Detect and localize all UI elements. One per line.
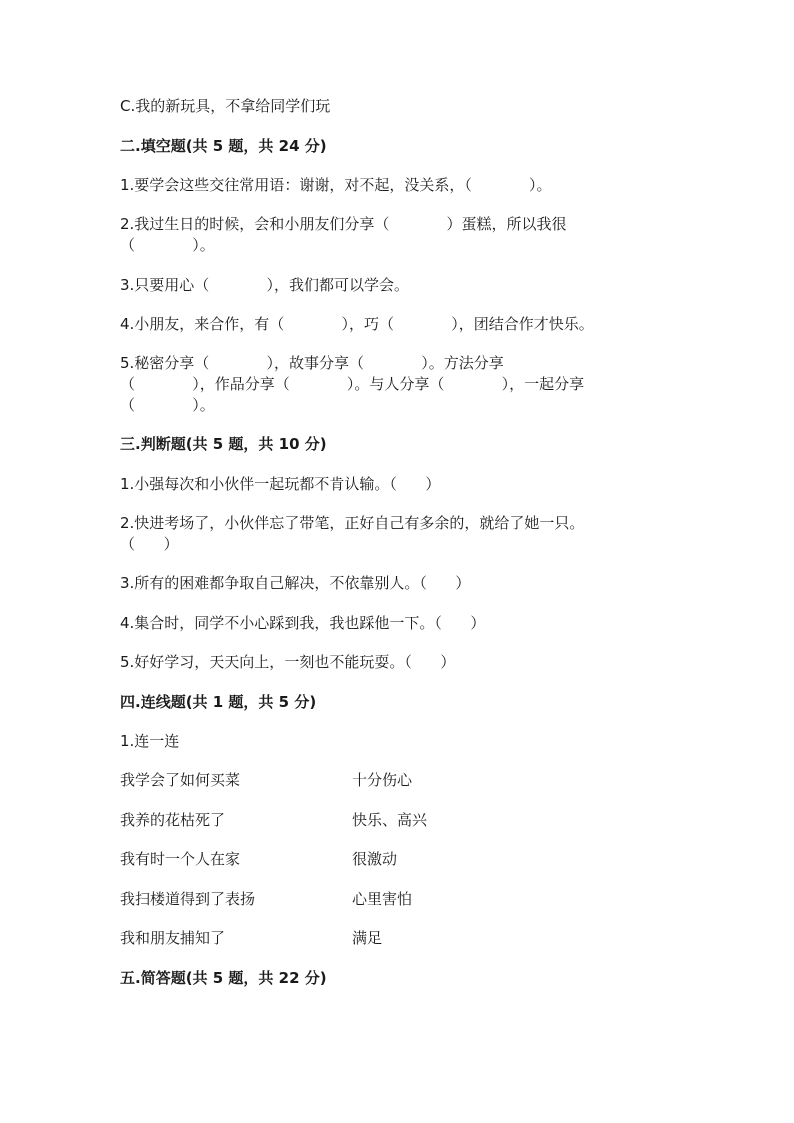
matching-right-item: 满足 — [352, 929, 383, 947]
fill-blank-q2-line1: 2.我过生日的时候，会和小朋友们分享（ ）蛋糕，所以我很 — [120, 215, 567, 233]
fill-blank-q2-line2: （ ）。 — [120, 236, 215, 254]
matching-right-item: 十分伤心 — [352, 771, 413, 789]
short-answer-heading: 五.简答题(共 5 题，共 22 分) — [120, 969, 327, 987]
matching-right-item: 快乐、高兴 — [352, 811, 428, 829]
matching-left-item: 我养的花枯死了 — [120, 811, 226, 829]
choice-option-c: C.我的新玩具，不拿给同学们玩 — [120, 97, 331, 115]
fill-blank-heading: 二.填空题(共 5 题，共 24 分) — [120, 137, 327, 155]
fill-blank-q4: 4.小朋友，来合作，有（ ），巧（ ），团结合作才快乐。 — [120, 315, 594, 333]
judgment-q1: 1.小强每次和小伙伴一起玩都不肯认输。（ ） — [120, 475, 441, 493]
judgment-q2-line2: （ ） — [120, 535, 179, 553]
fill-blank-q3: 3.只要用心（ ），我们都可以学会。 — [120, 276, 410, 294]
matching-left-item: 我学会了如何买菜 — [120, 771, 241, 789]
fill-blank-q5-line2: （ ），作品分享（ ）。与人分享（ ），一起分享 — [120, 375, 585, 393]
fill-blank-q5-line3: （ ）。 — [120, 396, 215, 414]
matching-left-item: 我和朋友捕知了 — [120, 929, 226, 947]
judgment-heading: 三.判断题(共 5 题，共 10 分) — [120, 435, 327, 453]
matching-q1: 1.连一连 — [120, 732, 180, 750]
fill-blank-q5-line1: 5.秘密分享（ ），故事分享（ ）。方法分享 — [120, 354, 504, 372]
matching-right-item: 心里害怕 — [352, 890, 413, 908]
judgment-q4: 4.集合时，同学不小心踩到我，我也踩他一下。（ ） — [120, 614, 486, 632]
matching-right-item: 很激动 — [352, 850, 398, 868]
matching-left-item: 我有时一个人在家 — [120, 850, 241, 868]
judgment-q5: 5.好好学习，天天向上，一刻也不能玩耍。（ ） — [120, 653, 456, 671]
fill-blank-q1: 1.要学会这些交往常用语：谢谢，对不起，没关系，（ ）。 — [120, 176, 552, 194]
judgment-q3: 3.所有的困难都争取自己解决，不依靠别人。（ ） — [120, 574, 471, 592]
judgment-q2-line1: 2.快进考场了，小伙伴忘了带笔，正好自己有多余的，就给了她一只。 — [120, 514, 585, 532]
matching-heading: 四.连线题(共 1 题，共 5 分) — [120, 693, 317, 711]
matching-left-item: 我扫楼道得到了表扬 — [120, 890, 256, 908]
